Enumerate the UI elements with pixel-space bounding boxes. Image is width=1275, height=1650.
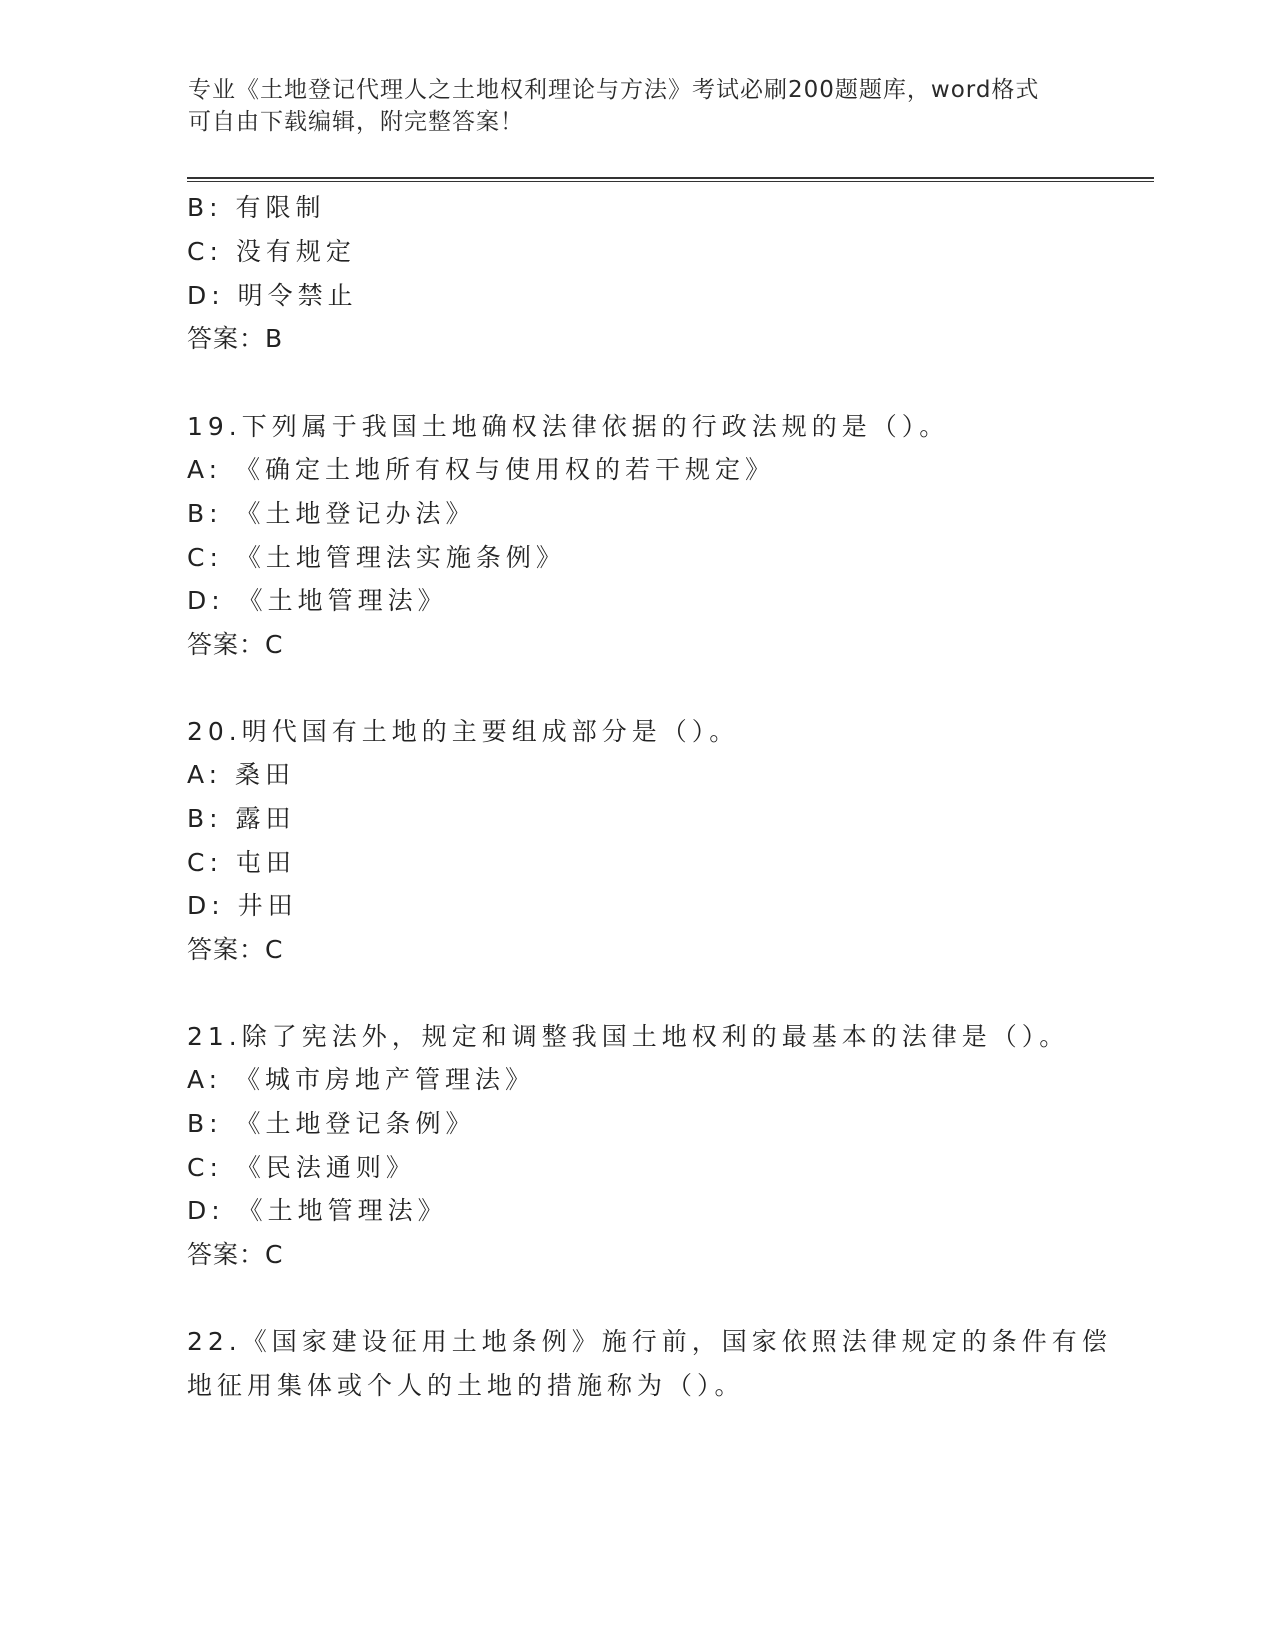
- q20-option-b: B: 露田: [187, 804, 296, 833]
- q21-option-b: B: 《土地登记条例》: [187, 1109, 476, 1138]
- q20-stem: 20.明代国有土地的主要组成部分是（）。: [187, 717, 740, 746]
- q20-option-d: D: 井田: [187, 891, 298, 920]
- header-divider-thick: [187, 177, 1154, 179]
- q19-option-a: A: 《确定土地所有权与使用权的若干规定》: [187, 455, 776, 484]
- q18-option-b: B: 有限制: [187, 193, 326, 222]
- q20-option-a: A: 桑田: [187, 760, 296, 789]
- q19-option-d: D: 《土地管理法》: [187, 586, 448, 615]
- q18-option-c: C: 没有规定: [187, 237, 356, 266]
- q18-answer: 答案：B: [187, 324, 284, 353]
- q20-option-c: C: 屯田: [187, 848, 296, 877]
- header-title-line-2: 可自由下载编辑，附完整答案！: [188, 109, 524, 135]
- q19-option-c: C: 《土地管理法实施条例》: [187, 543, 566, 572]
- header-title-line-1: 专业《土地登记代理人之土地权利理论与方法》考试必刷200题题库，word格式: [188, 77, 1040, 103]
- q22-stem-line-1: 22.《国家建设征用土地条例》施行前，国家依照法律规定的条件有偿: [187, 1327, 1112, 1356]
- q21-option-a: A: 《城市房地产管理法》: [187, 1065, 536, 1094]
- q20-answer: 答案：C: [187, 935, 284, 964]
- q18-option-d: D: 明令禁止: [187, 281, 358, 310]
- q21-option-c: C: 《民法通则》: [187, 1153, 416, 1182]
- q19-option-b: B: 《土地登记办法》: [187, 499, 476, 528]
- q22-stem-line-2: 地征用集体或个人的土地的措施称为（）。: [187, 1371, 745, 1400]
- q19-stem: 19.下列属于我国土地确权法律依据的行政法规的是（）。: [187, 412, 950, 441]
- q21-option-d: D: 《土地管理法》: [187, 1196, 448, 1225]
- header-divider-thin: [187, 181, 1154, 182]
- q21-stem: 21.除了宪法外，规定和调整我国土地权利的最基本的法律是（）。: [187, 1022, 1070, 1051]
- q21-answer: 答案：C: [187, 1240, 284, 1269]
- document-header: [188, 74, 1068, 138]
- q19-answer: 答案：C: [187, 630, 284, 659]
